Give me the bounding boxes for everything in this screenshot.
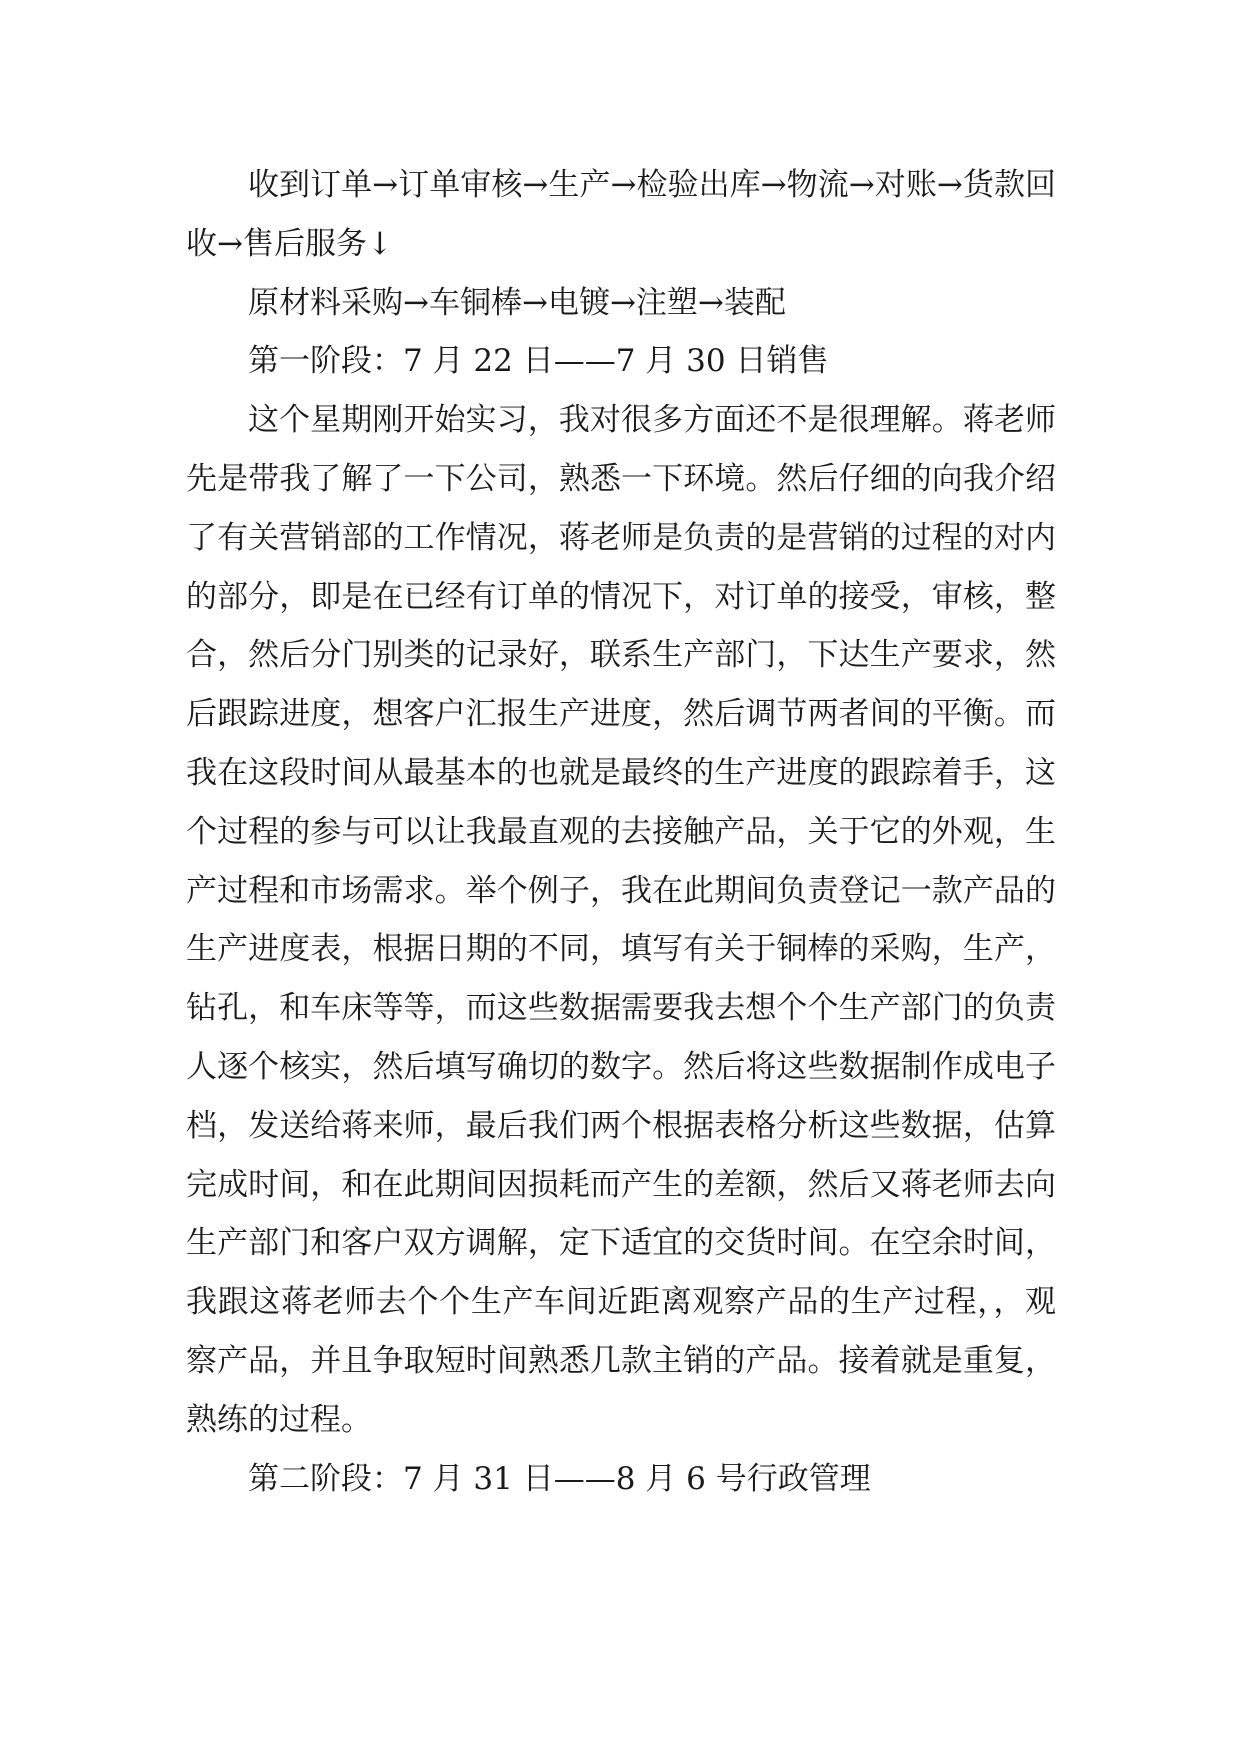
stage-one-heading: 第一阶段：7 月 22 日——7 月 30 日销售 [248,343,829,380]
process-flow-production: 原材料采购→车铜棒→电镀→注塑→装配 [248,284,786,321]
stage-two-heading: 第二阶段：7 月 31 日——8 月 6 号行政管理 [248,1460,871,1497]
stage-one-body: 这个星期刚开始实习，我对很多方面还不是很理解。蒋老师先是带我了解了一下公司，熟悉一下环境。然后仔细的向我介绍了有关营销部的工作情况，蒋老师是负责的是营销的过程的对内的部分，即是在已经有订单的情况下，对订单的接受，审核，整合，然后分门别类的记录好，联系生产部门，下达生产要求，然后跟踪进度，想客户汇报生产进度，然后调节两者间的平衡。而我在这段时间从最基本的也就是最终的生产进度的跟踪着手，这个过程的参与可以让我最直观的去接触产品，关于它的外观，生产过程和市场需求。举个例子，我在此期间负责登记一款产品的生产进度表，根据日期的不同，填写有关于铜棒的采购，生产，钻孔，和车床等等，而这些数据需要我去想个个生产部门的负责人逐个核实，然后填写确切的数字。然后将这些数据制作成电子档，发送给蒋来师，最后我们两个根据表格分析这些数据，估算完成时间，和在此期间因损耗而产生的差额，然后又蒋老师去向生产部门和客户双方调解，定下适宜的交货时间。在空余时间，我跟这蒋老师去个个生产车间近距离观察产品的生产过程，，观察产品，并且争取短时间熟悉几款主销的产品。接着就是重复，熟练的过程。 [186,402,1056,1438]
document-body [186,156,1056,1508]
process-flow-sales: 收到订单→订单审核→生产→检验出库→物流→对账→货款回收→售后服务↓ [186,167,1056,262]
